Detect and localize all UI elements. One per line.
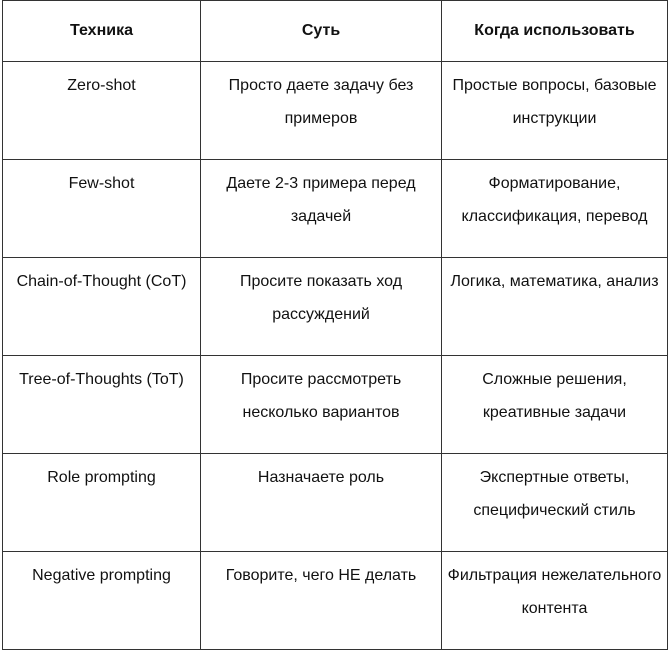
essence-text: Просто даете задачу без примеров xyxy=(228,77,414,127)
table-row xyxy=(3,356,668,454)
when-cell xyxy=(442,62,668,160)
when-cell xyxy=(442,552,668,650)
technique-text: Negative prompting xyxy=(32,567,171,584)
essence-text: Просите показать ход рассуждений xyxy=(239,273,403,323)
when-cell xyxy=(442,258,668,356)
table-row xyxy=(3,552,668,650)
when-text: Экспертные ответы, специфический стиль xyxy=(473,469,636,519)
essence-text: Говорите, чего НЕ делать xyxy=(225,567,417,584)
when-text: Простые вопросы, базовые инструкции xyxy=(452,77,657,127)
technique-text: Chain-of-Thought (CoT) xyxy=(16,273,187,290)
technique-text: Role prompting xyxy=(47,469,156,486)
table-row xyxy=(3,62,668,160)
table-row xyxy=(3,160,668,258)
technique-cell xyxy=(3,454,201,552)
essence-text: Назначаете роль xyxy=(257,469,385,486)
essence-cell xyxy=(201,258,442,356)
essence-text: Просите рассмотреть несколько вариантов xyxy=(240,371,402,421)
technique-text: Zero-shot xyxy=(67,77,136,94)
table-row xyxy=(3,258,668,356)
essence-cell xyxy=(201,62,442,160)
header-essence: Суть xyxy=(201,1,442,62)
header-when-to-use: Когда использовать xyxy=(442,1,668,62)
when-text: Логика, математика, анализ xyxy=(450,273,659,290)
when-cell xyxy=(442,454,668,552)
technique-cell xyxy=(3,160,201,258)
technique-cell xyxy=(3,356,201,454)
when-text: Сложные решения, креативные задачи xyxy=(482,371,627,421)
when-text: Форматирование, классификация, перевод xyxy=(461,175,648,225)
when-cell xyxy=(442,160,668,258)
essence-cell xyxy=(201,356,442,454)
essence-cell xyxy=(201,454,442,552)
technique-text: Tree-of-Thoughts (ToT) xyxy=(19,371,184,388)
when-text: Фильтрация нежелательного контента xyxy=(447,567,662,617)
when-cell xyxy=(442,356,668,454)
technique-text: Few-shot xyxy=(68,175,135,192)
techniques-table xyxy=(2,0,668,650)
table-row xyxy=(3,454,668,552)
essence-text: Даете 2-3 примера перед задачей xyxy=(226,175,416,225)
essence-cell xyxy=(201,160,442,258)
header-technique: Техника xyxy=(3,1,201,62)
table-header-row xyxy=(3,1,668,62)
technique-cell xyxy=(3,258,201,356)
essence-cell xyxy=(201,552,442,650)
technique-cell xyxy=(3,552,201,650)
technique-cell xyxy=(3,62,201,160)
